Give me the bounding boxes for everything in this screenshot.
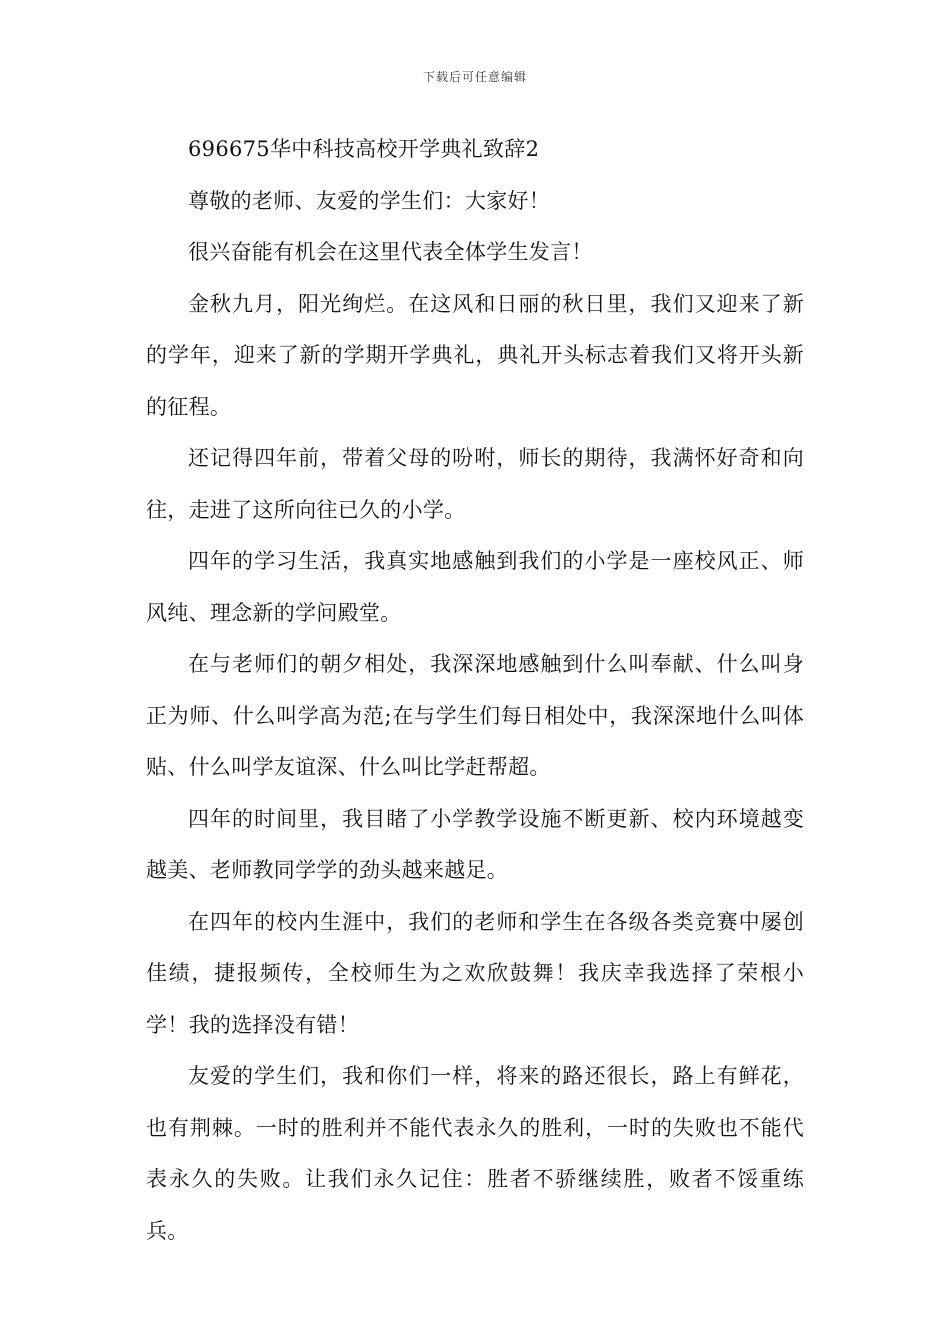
paragraph-intro: 很兴奋能有机会在这里代表全体学生发言！ [188, 240, 593, 264]
page-header-note: 下载后可任意编辑 [422, 70, 527, 84]
paragraph: 在与老师们的朝夕相处，我深深地感触到什么叫奉献、什么叫身正为师、什么叫学高为范;在与学生们每日相处中，我深深地什么叫体贴、什么叫学友谊深、什么叫比学赶帮超。 [146, 652, 804, 779]
paragraph: 四年的时间里，我目睹了小学教学设施不断更新、校内环境越变越美、老师教同学学的劲头越来越足。 [146, 806, 804, 882]
document-title: 696675华中科技高校开学典礼致辞2 [188, 137, 540, 161]
document-body [146, 124, 804, 1257]
paragraph: 在四年的校内生涯中，我们的老师和学生在各级各类竞赛中屡创佳绩，捷报频传，全校师生为之欢欣鼓舞！我庆幸我选择了荣根小学！我的选择没有错！ [146, 909, 804, 1037]
paragraph: 四年的学习生活，我真实地感触到我们的小学是一座校风正、师风纯、理念新的学问殿堂。 [146, 549, 804, 625]
paragraph-greeting: 尊敬的老师、友爱的学生们：大家好！ [188, 188, 551, 213]
paragraph: 友爱的学生们，我和你们一样，将来的路还很长，路上有鲜花，也有荆棘。一时的胜利并不能代表永久的胜利，一时的失败也不能代表永久的失败。让我们永久记住：胜者不骄继续胜，败者不馁重练兵。 [146, 1064, 804, 1243]
paragraph: 还记得四年前，带着父母的吩咐，师长的期待，我满怀好奇和向往，走进了这所向往已久的小学。 [146, 446, 804, 522]
paragraph: 金秋九月，阳光绚烂。在这风和日丽的秋日里，我们又迎来了新的学年，迎来了新的学期开学典礼，典礼开头标志着我们又将开头新的征程。 [146, 291, 804, 419]
